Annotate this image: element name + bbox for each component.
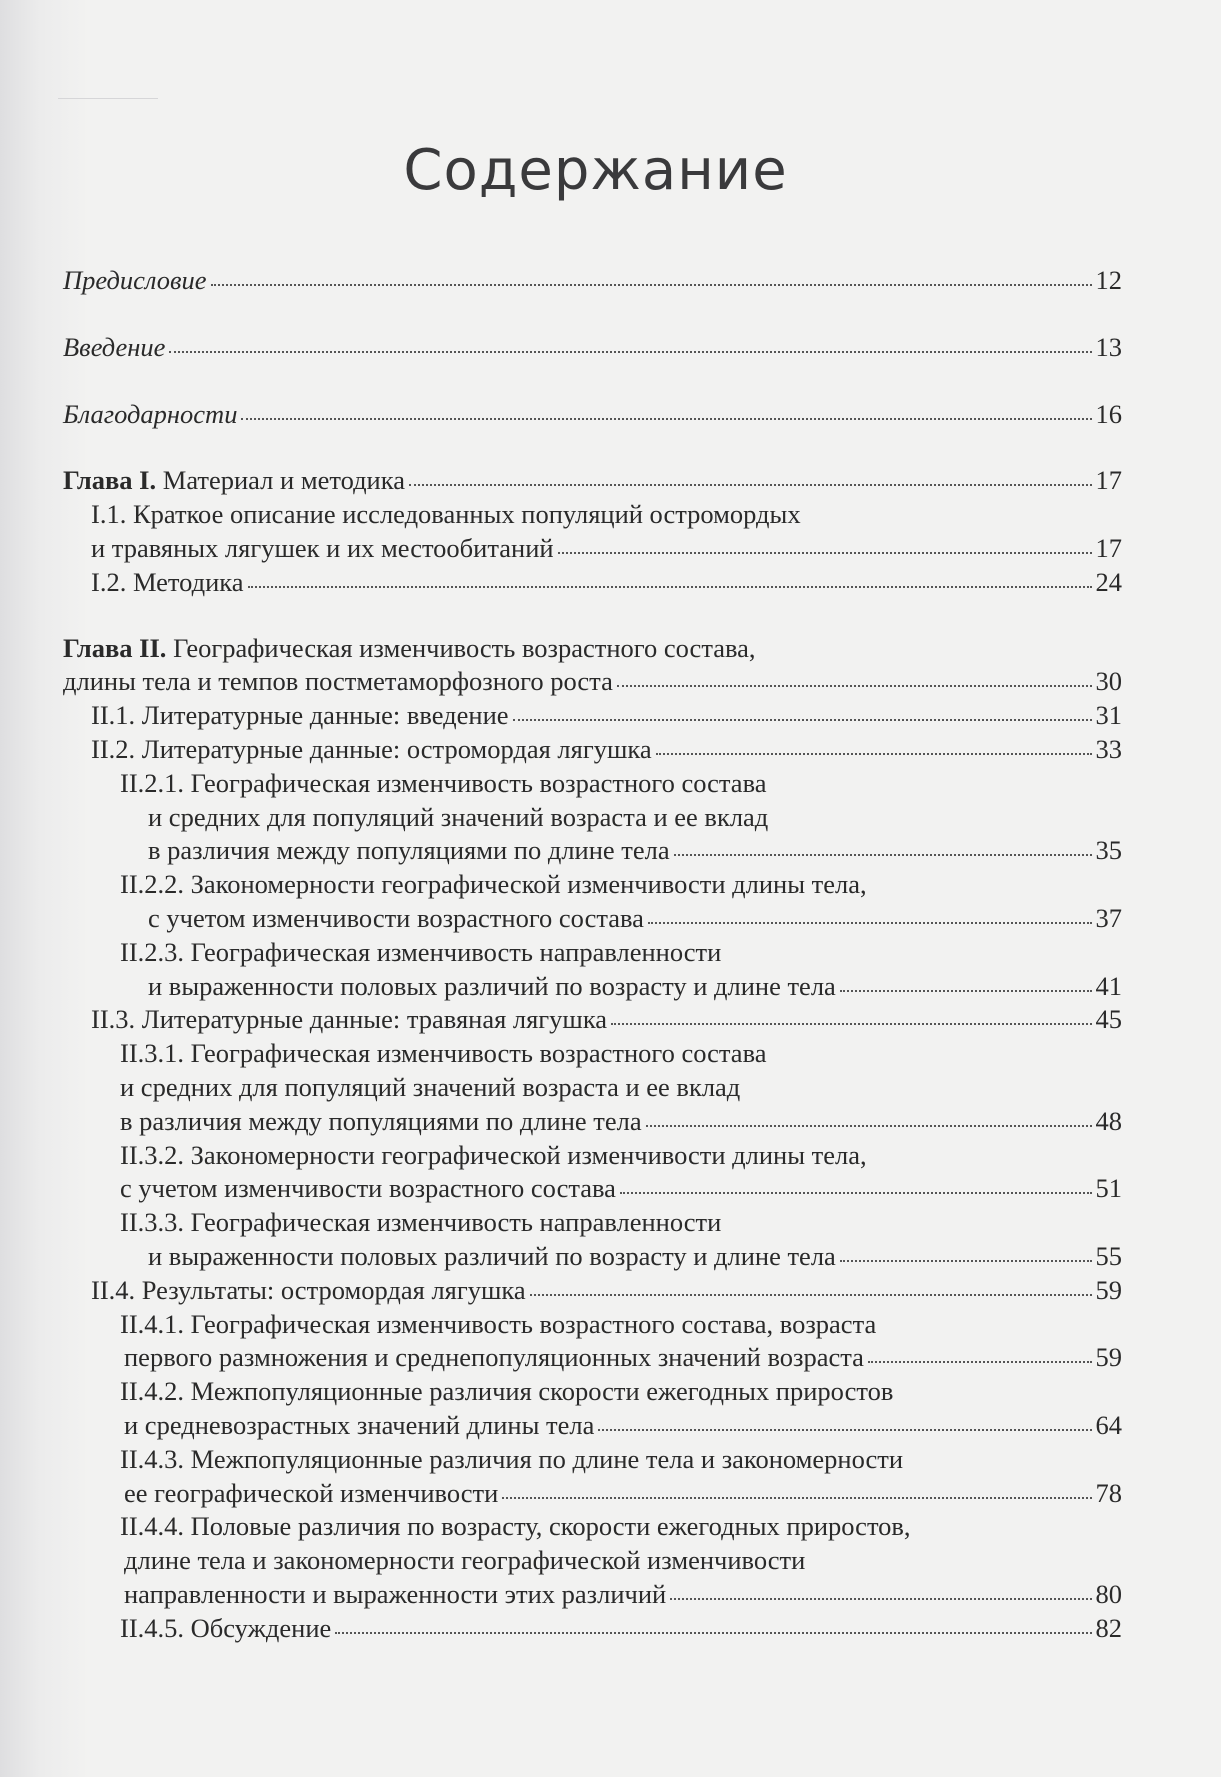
toc-page-number: 12 (1095, 265, 1122, 295)
toc-entry-line (63, 801, 1122, 835)
toc-page-number: 78 (1095, 1477, 1122, 1508)
chapter-number: Глава I. (63, 465, 157, 496)
toc-leader-dots (530, 1284, 1092, 1296)
toc-leader-dots (617, 675, 1092, 687)
toc-entry-chapter-2 (63, 632, 1122, 666)
toc-entry-label: II.4. Результаты: остромордая лягушка (91, 1274, 526, 1305)
toc-page-number: 41 (1095, 970, 1122, 1001)
chapter-title: Географическая изменчивость возрастного состава, (166, 632, 756, 663)
toc-leader-dots (211, 274, 1092, 286)
toc-entry-acknowledgements (63, 398, 1122, 432)
toc-entry-label: направленности и выраженности этих различий (124, 1578, 667, 1609)
toc-entry-line (63, 665, 1122, 699)
toc-entry-label: длине тела и закономерности географической изменчивости (124, 1545, 806, 1576)
toc-entry-line (63, 1409, 1122, 1443)
toc-entry-line (63, 1443, 1122, 1477)
toc-leader-dots (648, 912, 1092, 924)
toc-leader-dots (241, 408, 1091, 420)
chapter-number: Глава II. (63, 632, 167, 663)
toc-entry-line (63, 1308, 1122, 1342)
toc-entry-line (63, 1240, 1122, 1274)
toc-entry-label: I.2. Методика (91, 566, 244, 597)
toc-entry-line (63, 767, 1122, 801)
toc-page-number: 17 (1095, 465, 1122, 496)
table-of-contents (63, 264, 1122, 1645)
toc-entry-line (63, 1274, 1122, 1308)
toc-entry-label: II.3. Литературные данные: травяная лягушка (91, 1004, 608, 1035)
toc-entry-line (63, 834, 1122, 868)
toc-page-number: 30 (1095, 666, 1122, 697)
toc-entry-line (63, 532, 1122, 566)
toc-entry-label: Благодарности (63, 398, 238, 429)
toc-entry-line (63, 1578, 1122, 1612)
toc-entry-label: II.2.3. Географическая изменчивость направленности (120, 936, 722, 967)
toc-entry-label (63, 633, 756, 663)
toc-entry-label: II.4.3. Межпопуляционные различия по длине тела и закономерности (120, 1443, 904, 1474)
toc-entry-line (63, 1139, 1122, 1173)
toc-page-number: 24 (1095, 566, 1122, 597)
toc-page-number: 59 (1095, 1274, 1122, 1305)
toc-leader-dots (674, 844, 1092, 856)
toc-leader-dots (611, 1013, 1091, 1025)
toc-entry-line (63, 868, 1122, 902)
toc-leader-dots (620, 1182, 1092, 1194)
toc-entry-line (63, 936, 1122, 970)
toc-page-number: 13 (1095, 331, 1122, 362)
toc-entry-label: в различия между популяциями по длине тела (120, 1105, 642, 1136)
toc-leader-dots (513, 709, 1092, 721)
toc-entry-label: II.3.1. Географическая изменчивость возрастного состава (120, 1038, 767, 1069)
toc-entry-line (63, 1477, 1122, 1511)
chapter-title: Материал и методика (156, 465, 405, 496)
toc-entry-line (63, 1037, 1122, 1071)
toc-page-number: 35 (1095, 835, 1122, 866)
toc-entry-line (63, 1105, 1122, 1139)
toc-entry-line (63, 1206, 1122, 1240)
toc-entry-line (63, 566, 1122, 600)
toc-entry-line (63, 1341, 1122, 1375)
toc-page-number: 37 (1095, 902, 1122, 933)
toc-page-number: 64 (1095, 1409, 1122, 1440)
toc-entry-line (63, 498, 1122, 532)
toc-entry-label: длины тела и темпов постметаморфозного роста (63, 666, 613, 697)
toc-entry-label (63, 464, 405, 498)
toc-leader-dots (502, 1487, 1091, 1499)
toc-entry-label: и травяных лягушек и их местообитаний (91, 532, 554, 563)
toc-entry-label: II.2. Литературные данные: остромордая лягушка (91, 733, 652, 764)
bleed-through-rule (58, 98, 158, 99)
toc-entry-line (63, 1510, 1122, 1544)
toc-entry-introduction (63, 331, 1122, 365)
toc-page-number: 33 (1095, 733, 1122, 764)
toc-leader-dots (169, 341, 1091, 353)
toc-entry-label: Введение (63, 331, 166, 362)
toc-page-number: 59 (1095, 1342, 1122, 1373)
toc-page-number: 16 (1095, 398, 1122, 429)
toc-page-number: 48 (1095, 1105, 1122, 1136)
toc-entry-line (63, 970, 1122, 1004)
page-title: Содержание (403, 138, 788, 203)
toc-entry-chapter-1 (63, 464, 1122, 498)
toc-entry-label: II.1. Литературные данные: введение (91, 700, 509, 731)
toc-page-number: 82 (1095, 1612, 1122, 1643)
toc-leader-dots (868, 1351, 1092, 1363)
toc-entry-label: II.4.2. Межпопуляционные различия скорости ежегодных приростов (120, 1376, 894, 1407)
toc-entry-label: II.4.4. Половые различия по возрасту, скорости ежегодных приростов, (120, 1511, 911, 1542)
toc-page-number: 51 (1095, 1173, 1122, 1204)
toc-leader-dots (656, 743, 1092, 755)
toc-entry-line (63, 1544, 1122, 1578)
toc-entry-line (63, 902, 1122, 936)
toc-entry-label: ее географической изменчивости (124, 1477, 499, 1508)
toc-page-number: 31 (1095, 700, 1122, 731)
toc-entry-label: II.3.2. Закономерности географической изменчивости длины тела, (120, 1139, 867, 1170)
toc-entry-label: Предисловие (63, 265, 207, 295)
toc-entry-label: первого размножения и среднепопуляционных значений возраста (124, 1342, 864, 1373)
toc-leader-dots (558, 542, 1092, 554)
toc-entry-label: с учетом изменчивости возрастного состава (120, 1173, 616, 1204)
toc-leader-dots (409, 474, 1092, 486)
toc-page-number: 17 (1095, 532, 1122, 563)
toc-entry-line (63, 1375, 1122, 1409)
toc-entry-label: II.4.1. Географическая изменчивость возрастного состава, возраста (120, 1308, 877, 1339)
toc-leader-dots (840, 1250, 1092, 1262)
toc-entry-label: и выраженности половых различий по возрасту и длине тела (148, 970, 836, 1001)
toc-entry-label: I.1. Краткое описание исследованных популяций остромордых (91, 499, 801, 530)
toc-leader-dots (840, 980, 1092, 992)
toc-entry-line (63, 733, 1122, 767)
toc-entry-label: с учетом изменчивости возрастного состава (148, 902, 644, 933)
toc-entry-label: II.3.3. Географическая изменчивость направленности (120, 1207, 722, 1238)
toc-entry-label: и средневозрастных значений длины тела (124, 1409, 595, 1440)
toc-entry-line (63, 1003, 1122, 1037)
toc-entry-label: II.4.5. Обсуждение (120, 1612, 332, 1643)
toc-entry-line (63, 699, 1122, 733)
toc-entry-line (63, 1612, 1122, 1646)
toc-entry-label: и выраженности половых различий по возрасту и длине тела (148, 1240, 836, 1271)
toc-leader-dots (248, 576, 1092, 588)
toc-entry-line (63, 1071, 1122, 1105)
toc-entry-preface (63, 264, 1122, 298)
toc-entry-label: в различия между популяциями по длине тела (148, 835, 670, 866)
toc-entry-label: II.2.2. Закономерности географической изменчивости длины тела, (120, 869, 867, 900)
toc-entry-line (63, 1172, 1122, 1206)
toc-entry-label: и средних для популяций значений возраста и ее вклад (120, 1071, 741, 1102)
toc-leader-dots (646, 1115, 1092, 1127)
toc-entry-label: II.2.1. Географическая изменчивость возрастного состава (120, 767, 767, 798)
toc-page-number: 80 (1095, 1578, 1122, 1609)
toc-leader-dots (335, 1622, 1091, 1634)
toc-leader-dots (670, 1588, 1091, 1600)
toc-page-number: 45 (1095, 1004, 1122, 1035)
toc-leader-dots (598, 1419, 1091, 1431)
toc-entry-label: и средних для популяций значений возраста и ее вклад (148, 801, 769, 832)
toc-page-number: 55 (1095, 1240, 1122, 1271)
